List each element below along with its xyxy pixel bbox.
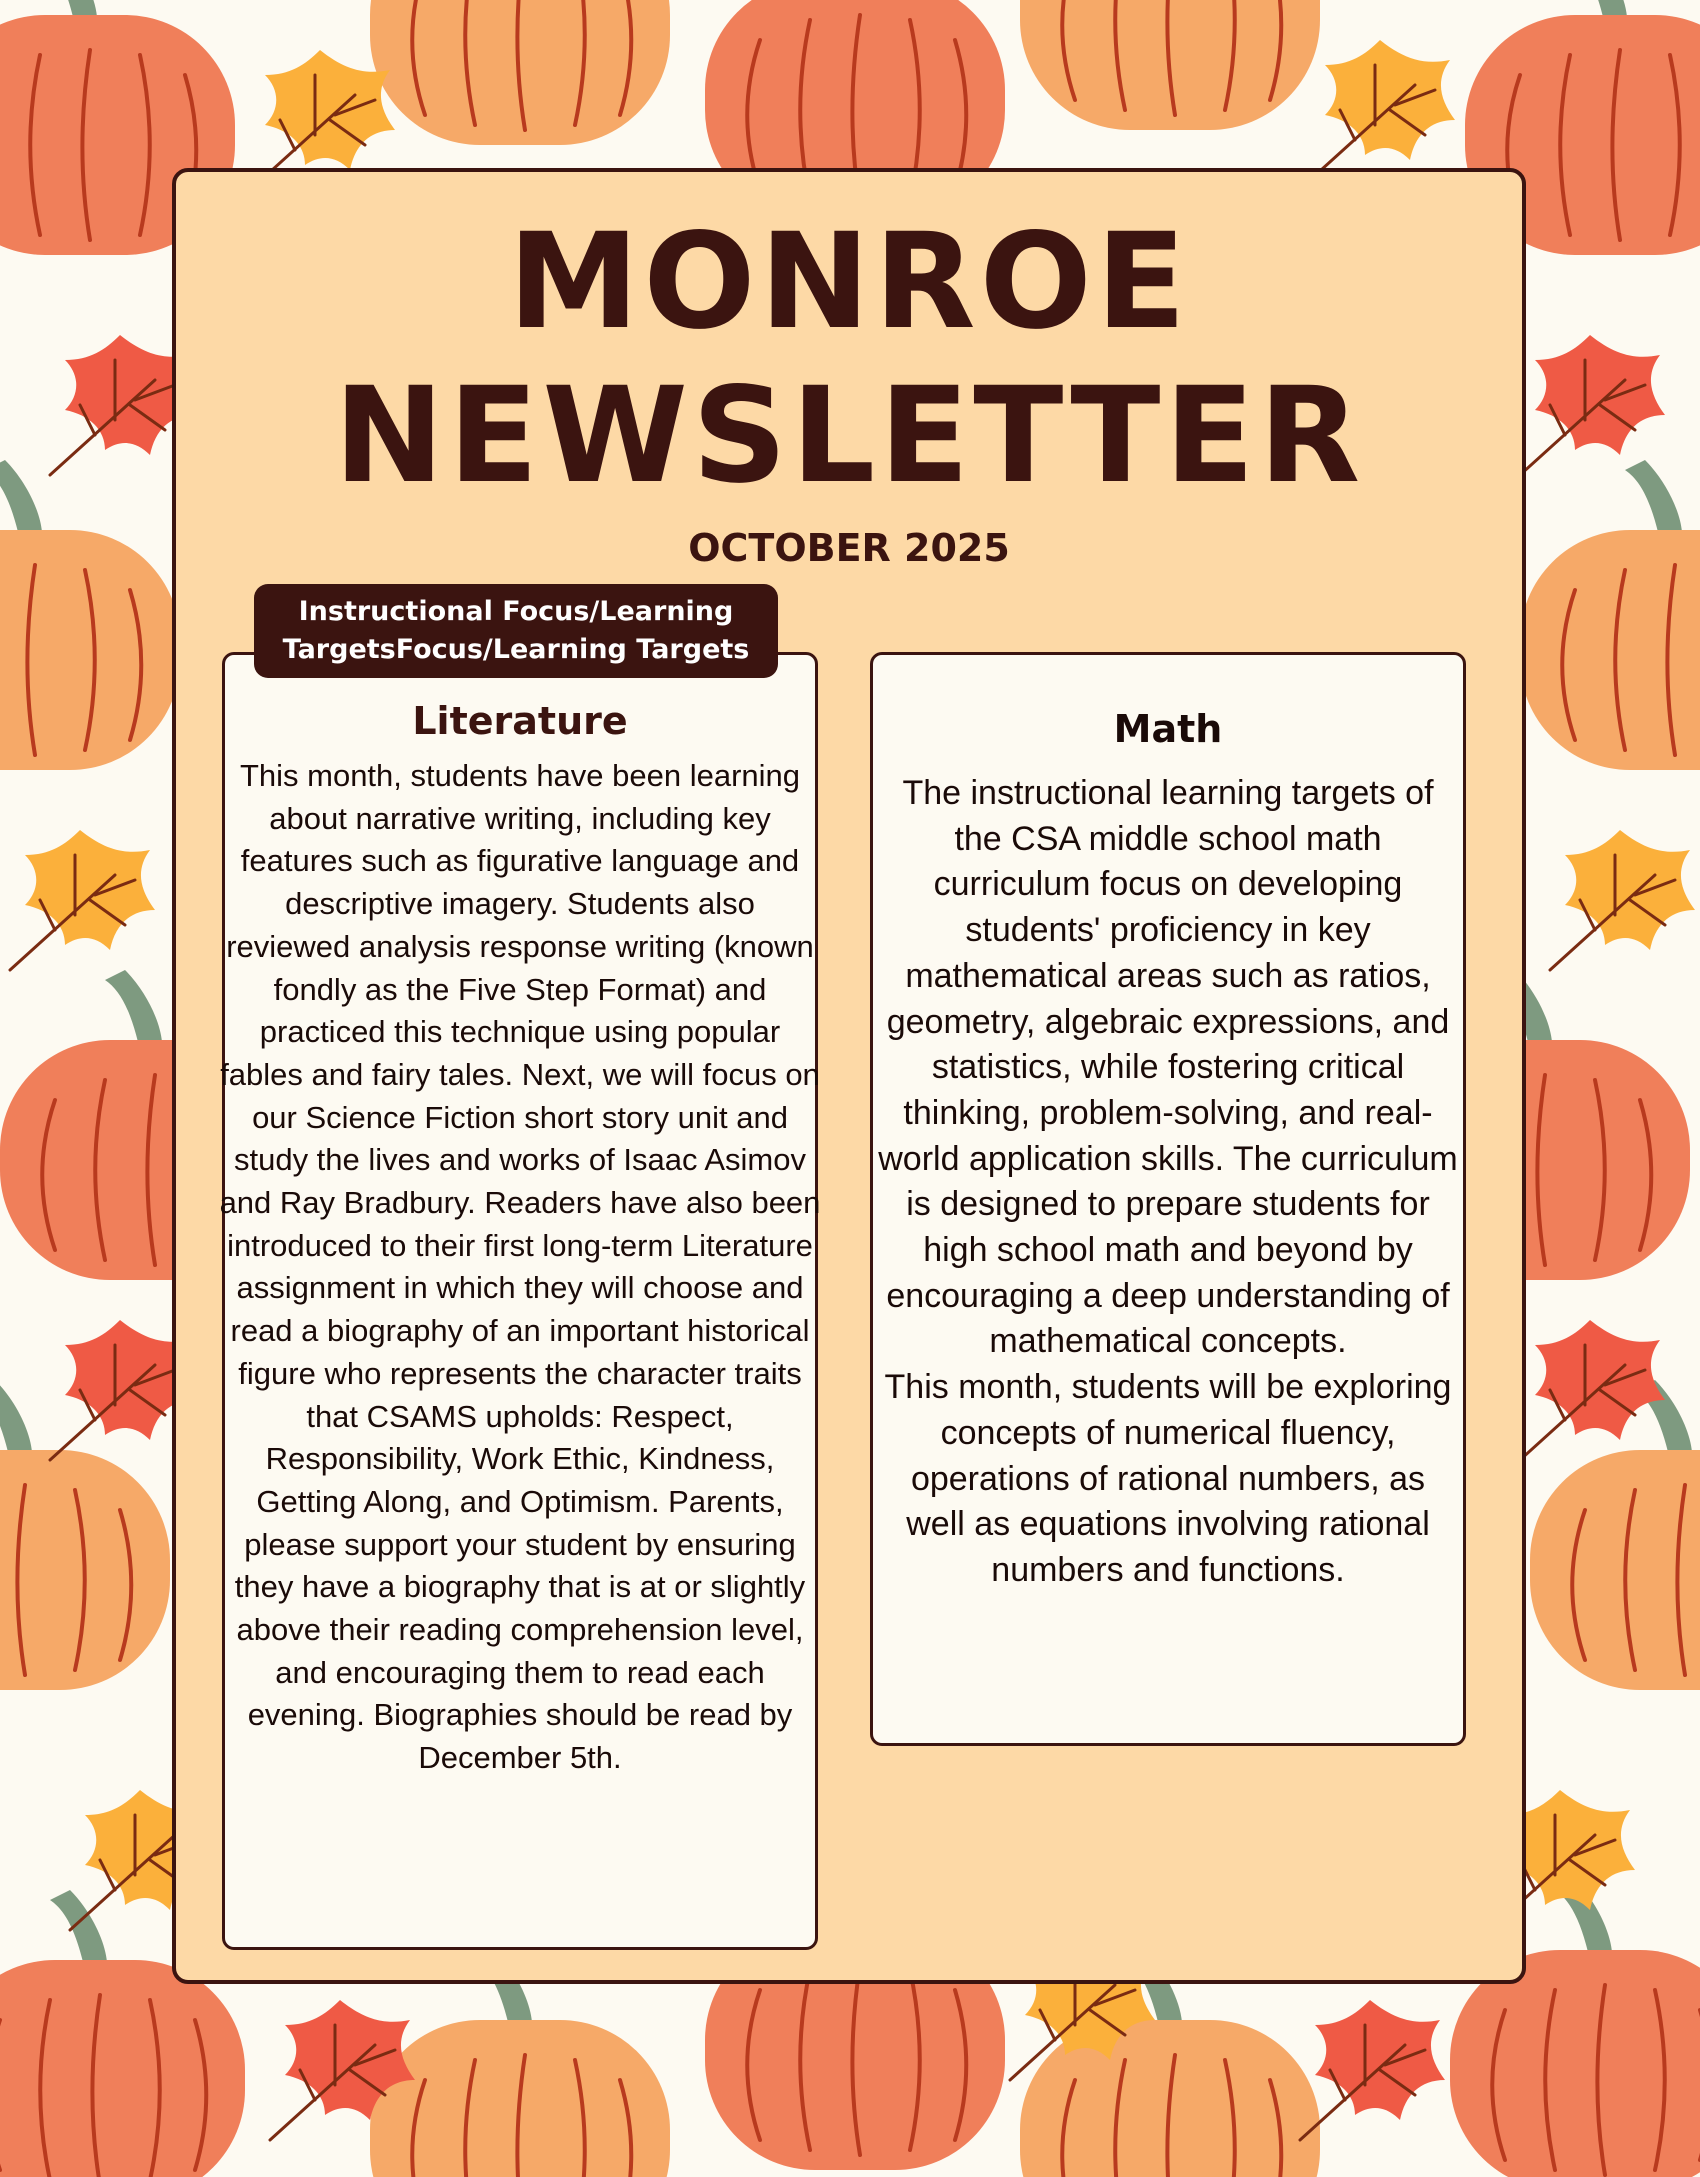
- leaf-icon: [1520, 1320, 1665, 1460]
- leaf-icon: [10, 830, 155, 970]
- pumpkin-icon: [0, 460, 180, 770]
- newsletter-title-line2: NEWSLETTER: [333, 359, 1365, 513]
- pumpkin-icon: [1520, 460, 1700, 770]
- math-body: [877, 771, 1459, 1594]
- leaf-icon: [1310, 40, 1455, 180]
- math-heading: Math: [1113, 707, 1223, 751]
- literature-card: [219, 652, 821, 1950]
- issue-date: OCTOBER 2025: [688, 526, 1010, 570]
- math-card: [870, 652, 1466, 1746]
- leaf-icon: [1520, 335, 1665, 475]
- pumpkin-icon: [1020, 0, 1320, 130]
- math-paragraph-2: This month, students will be exploring concepts of numerical fluency, operations of rational numbers, as well as equations involving rational numbers and functions.: [884, 1368, 1452, 1589]
- leaf-icon: [1300, 2000, 1445, 2140]
- literature-body: This month, students have been learning about narrative writing, including key features such as figurative language and descriptive imagery. Students also reviewed analysis response writing (known fondly as the Five Step Format) and practiced this technique using popular fables and fairy tales. Next, we will focus on our Science Fiction short story unit and study the lives and works of Isaac Asimov and Ray Bradbury. Readers have also been introduced to their first long-term Literature assignment in which they will choose and read a biography of an important historical figure who represents the character traits that CSAMS upholds: Respect, Responsibility, Work Ethic, Kindness, Getting Along, and Optimism. Parents, please support your student by ensuring they have a biography that is at or slightly above their reading comprehension level, and encouraging them to read each evening. Biographies should be read by December 5th.: [219, 758, 821, 1776]
- leaf-icon: [1550, 830, 1695, 970]
- literature-heading: Literature: [412, 699, 628, 743]
- pumpkin-icon: [370, 1950, 670, 2177]
- section-tab: Instructional Focus/Learning TargetsFocus/Learning Targets: [254, 584, 778, 678]
- pumpkin-icon: [370, 0, 670, 145]
- newsletter-title-line1: MONROE: [507, 205, 1191, 359]
- math-paragraph-1: The instructional learning targets of the CSA middle school math curriculum focus on developing students' proficiency in key mathematical areas such as ratios, geometry, algebraic expressions, and statistics, while fostering critical thinking, problem-solving, and real-world application skills. The curriculum is designed to prepare students for high school math and beyond by encouraging a deep understanding of mathematical concepts.: [878, 774, 1458, 1361]
